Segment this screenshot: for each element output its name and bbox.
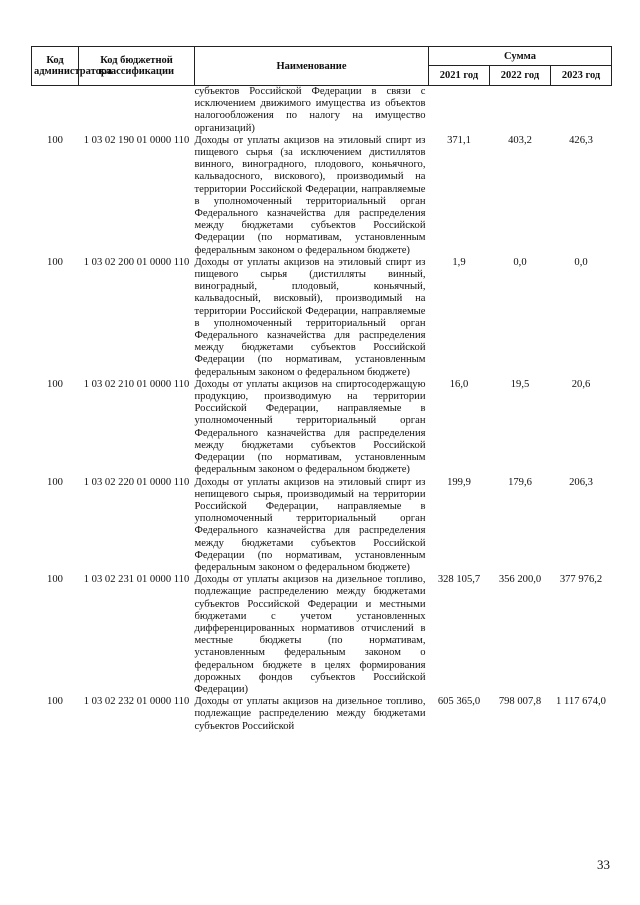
table-row: [32, 574, 612, 696]
row-value-2022: 403,2: [508, 134, 532, 146]
col-header-2023: 2023 год: [551, 66, 612, 86]
row-value-2023: 206,3: [569, 476, 593, 488]
col-header-2021: 2021 год: [429, 66, 490, 86]
row-name: Доходы от уплаты акцизов на спиртосодержащую продукцию, производимую на территории Российской Федерации, направляемые в уполномоченный территориальный орган Федерального казначейства для распределения между бюджетами субъектов Российской Федерации (по нормативам, установленным федеральным законом о федеральном бюджете): [194, 378, 426, 476]
row-name-continuation: субъектов Российской Федерации в связи с исключением движимого имущества из объектов налогообложения по налогу на имущество организаций): [194, 86, 426, 134]
row-value-2023: 1 117 674,0: [556, 696, 606, 708]
row-budget-code: 1 03 02 231 01 0000 110: [83, 574, 190, 586]
table-row: [32, 135, 612, 257]
row-admin-code: 100: [47, 696, 63, 708]
row-budget-code: 1 03 02 232 01 0000 110: [83, 696, 190, 708]
row-admin-code: 100: [47, 256, 63, 268]
row-value-2021: 16,0: [449, 378, 469, 390]
row-name: Доходы от уплаты акцизов на этиловый спирт из пищевого сырья (дистилляты винный, виноградный, плодовый, коньячный, кальвадосный, висковый), производимый на территории Российской Федерации, направляемые в уполномоченный территориальный орган Федерального казначейства для распределения между бюджетами субъектов Российской Федерации (по нормативам, установленным федеральным законом о федеральном бюджете): [194, 256, 426, 378]
row-value-2022: 19,5: [510, 378, 530, 390]
col-header-sum: Сумма: [429, 47, 612, 66]
row-value-2023: 0,0: [574, 256, 588, 268]
row-value-2022: 356 200,0: [498, 574, 542, 586]
row-value-2022: 179,6: [508, 476, 532, 488]
row-budget-code: 1 03 02 220 01 0000 110: [83, 476, 190, 488]
revenue-table: [31, 46, 612, 733]
page-number: 33: [597, 857, 610, 872]
row-value-2021: 1,9: [452, 256, 466, 268]
row-value-2021: 605 365,0: [437, 696, 481, 708]
table-row-continuation: [32, 86, 612, 135]
row-value-2023: 20,6: [571, 378, 591, 390]
col-header-admin-code: Код администратора: [32, 47, 79, 86]
row-name: Доходы от уплаты акцизов на дизельное топливо, подлежащие распределению между бюджетами субъектов Российской Федерации и местными бюджетами с учетом установленных дифференцированных нормативов отчислений в местные бюджеты (по нормативам, установленным федеральным законом о федеральном бюджете в целях формирования дорожных фондов субъектов Российской Федерации): [194, 574, 426, 695]
row-value-2022: 798 007,8: [498, 696, 542, 708]
row-name: Доходы от уплаты акцизов на дизельное топливо, подлежащие распределению между бюджетами субъектов Российской: [194, 696, 426, 732]
col-header-budget-code: Код бюджетной классификации: [79, 47, 195, 86]
row-admin-code: 100: [47, 476, 63, 488]
row-name: Доходы от уплаты акцизов на этиловый спирт из пищевого сырья (за исключением дистиллятов винного, виноградного, плодового, коньячного, кальвадосного, вискового), производимый на территории Российской Федерации, направляемые в уполномоченный территориальный орган Федерального казначейства для распределения между бюджетами субъектов Российской Федерации (по нормативам, установленным федеральным законом о федеральном бюджете): [194, 134, 426, 256]
table-row: [32, 477, 612, 575]
col-header-2022: 2022 год: [490, 66, 551, 86]
row-budget-code: 1 03 02 210 01 0000 110: [83, 378, 190, 390]
row-value-2021: 199,9: [447, 476, 471, 488]
row-admin-code: 100: [47, 378, 63, 390]
row-value-2021: 371,1: [447, 134, 471, 146]
row-value-2021: 328 105,7: [437, 574, 481, 586]
table-row: [32, 696, 612, 733]
table-row: [32, 379, 612, 477]
row-value-2023: 377 976,2: [559, 574, 603, 586]
row-admin-code: 100: [47, 574, 63, 586]
col-header-name: Наименование: [195, 47, 429, 86]
row-budget-code: 1 03 02 190 01 0000 110: [83, 134, 190, 146]
row-budget-code: 1 03 02 200 01 0000 110: [83, 256, 190, 268]
row-value-2023: 426,3: [569, 134, 593, 146]
row-value-2022: 0,0: [513, 256, 527, 268]
table-row: [32, 257, 612, 379]
row-admin-code: 100: [47, 134, 63, 146]
row-name: Доходы от уплаты акцизов на этиловый спирт из непищевого сырья, производимый на территории Российской Федерации, направляемые в уполномоченный территориальный орган Федерального казначейства для распределения между бюджетами субъектов Российской Федерации (по нормативам, установленным федеральным законом о федеральном бюджете): [194, 476, 426, 573]
